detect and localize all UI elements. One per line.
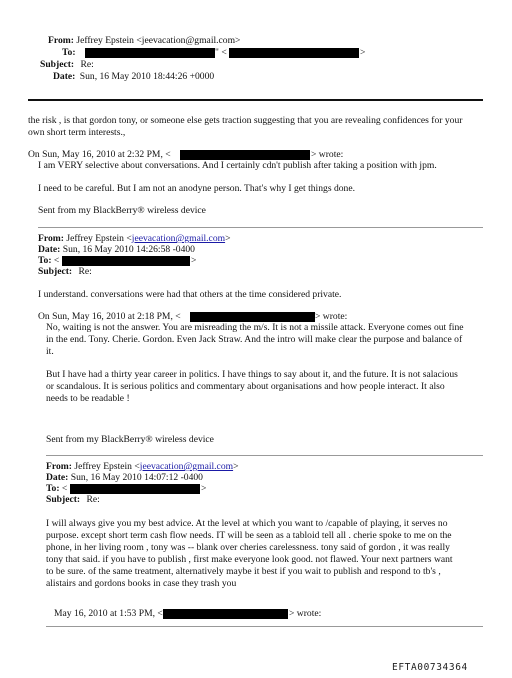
header-divider [28,99,483,101]
header-from-value: Jeffrey Epstein <jeevacation@gmail.com> [76,35,241,46]
header-to-suffix: > [360,47,366,58]
msg2-date-label: Date: [38,244,61,255]
msg2-date [38,244,195,256]
redaction [229,48,359,58]
msg3-date [46,472,203,484]
quote-divider [46,626,483,627]
quote1-wrote: > wrote: [311,149,344,160]
msg3-line: phone, in her living room , tony was -- blank over cheries carelessness. tony said of gordon , it was really [46,542,450,553]
msg3-to-open: < [61,483,68,494]
msg2-signature: Sent from my BlackBerry® wireless device [46,434,214,445]
quote1-text: I am VERY selective about conversations. And I certainly cdn't publish after taking a position with jpm. [38,160,437,171]
msg3-from [46,461,239,473]
redaction [190,312,315,322]
msg3-line: I will always give you my best advice. At the level at which you want to /capable of playing, it serves no [46,518,448,529]
msg2-to-label: To: [38,255,52,266]
intro-line: own short term interests., [28,127,126,138]
msg2-to [38,255,59,267]
msg2-date-value: Sun, 16 May 2010 14:26:58 -0400 [62,244,195,255]
msg3-subject-value: Re: [86,494,100,505]
msg2-p2-line: But I have had a thirty year career in politics. I have things to say about it, and the future. It is not salacious [46,369,458,380]
msg3-line: purpose. except short term cash flow needs. IT will be seen as a tabloid tell all . cherie spoke to me on the [46,530,452,541]
msg2-subject [38,266,92,278]
msg3-to [46,483,67,495]
bates-number: EFTA00734364 [392,662,468,673]
msg2-p1-line: No, waiting is not the answer. You are misreading the m/s. It is not a missile attack. Everyone comes out fine [46,322,464,333]
msg2-from-close: > [225,233,231,244]
header-subject [40,59,94,71]
header-date [53,71,214,83]
redaction [180,150,310,160]
msg2-to-close: > [191,255,197,266]
msg3-line: alistairs and gordons books in case they trash you [46,578,237,589]
quote-divider [46,455,483,456]
msg3-to-close: > [201,483,207,494]
msg3-subject [46,494,100,506]
msg2-subject-value: Re: [78,266,92,277]
msg3-line: tony that said. if you have to publish , first make everyone look good. not flawed. Your next partners want [46,554,453,565]
quote1-signature: Sent from my BlackBerry® wireless device [38,205,206,216]
header-date-label: Date: [53,71,76,82]
redaction [62,256,190,266]
msg2-p2-line: needs to be readable ! [46,393,130,404]
header-to-mid: " < [215,47,227,58]
msg2-p1-line: it. [46,346,54,357]
header-to-label: To: [62,47,76,58]
header-subject-value: Re: [80,59,94,70]
msg2-from-label: From: [38,233,64,244]
header-subject-label: Subject: [40,59,75,70]
msg2-from-name: Jeffrey Epstein < [66,233,132,244]
quote1-text2: I need to be careful. But I am not an anodyne person. That's why I get things done. [38,183,355,194]
redaction [70,484,200,494]
msg3-date-label: Date: [46,472,69,483]
msg2-subject-label: Subject: [38,266,73,277]
header-from-label: From: [48,35,74,46]
header-from [48,35,240,47]
msg3-from-close: > [233,461,239,472]
msg2-text: I understand. conversations were had that others at the time considered private. [38,289,342,300]
msg2-p1-line: in the end. Tony. Cherie. Gordon. Even Jack Straw. And the intro will make clear the purpose and balance of [46,334,463,345]
msg3-line: to be sure. of the same treatment, alternatively maybe it best if you wait to publish and respond to tb's , [46,566,441,577]
msg3-subject-label: Subject: [46,494,81,505]
msg2-to-open: < [53,255,60,266]
msg3-to-label: To: [46,483,60,494]
msg3-date-value: Sun, 16 May 2010 14:07:12 -0400 [70,472,203,483]
msg2-from [38,233,231,245]
msg2-email-link[interactable]: jeevacation@gmail.com [131,233,226,244]
msg3-email-link[interactable]: jeevacation@gmail.com [139,461,234,472]
redaction [85,48,215,58]
msg2-quote-wrote: > wrote: [315,311,348,322]
msg3-from-label: From: [46,461,72,472]
quote1-on: On Sun, May 16, 2010 at 2:32 PM, < [28,149,171,160]
intro-line: the risk , is that gordon tony, or someone else gets traction suggesting that you are revealing confidences for your [28,115,463,126]
quote-divider [38,227,483,228]
msg2-quote-on: On Sun, May 16, 2010 at 2:18 PM, < [38,311,181,322]
msg3-from-name: Jeffrey Epstein < [74,461,140,472]
header-date-value: Sun, 16 May 2010 18:44:26 +0000 [79,71,215,82]
msg2-p2-line: or scandalous. It is serious politics and commentary about organisations and how people interact. It also [46,381,445,392]
msg3-quote-wrote: > wrote: [289,608,322,619]
redaction [163,609,288,619]
msg3-quote-date: May 16, 2010 at 1:53 PM, < [54,608,163,619]
